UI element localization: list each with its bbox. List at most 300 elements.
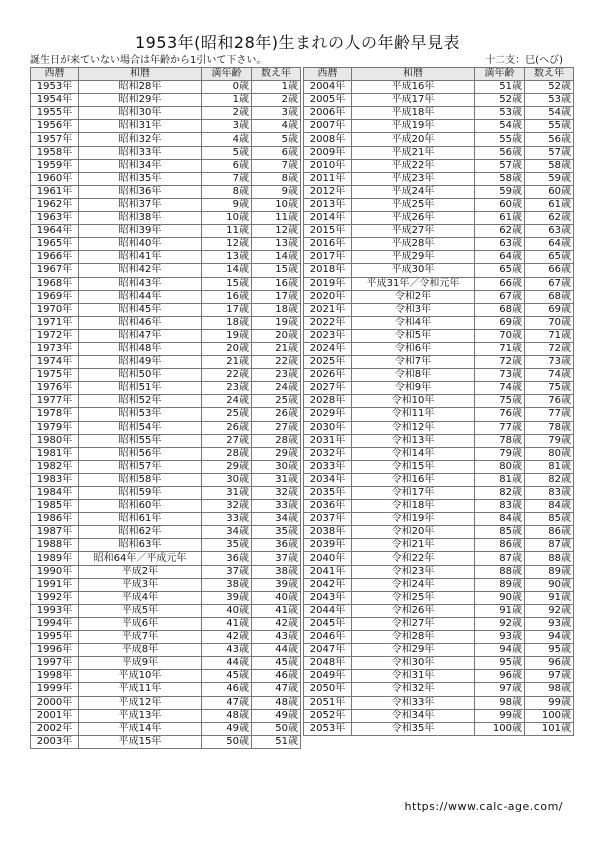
table-row bbox=[304, 526, 574, 539]
cell-western-year: 2032年 bbox=[304, 447, 352, 460]
cell-traditional-age: 54歳 bbox=[525, 107, 574, 120]
cell-western-year: 2003年 bbox=[31, 735, 79, 748]
cell-full-age: 23歳 bbox=[202, 382, 252, 395]
cell-japanese-era: 平成7年 bbox=[79, 631, 202, 644]
cell-western-year: 1968年 bbox=[31, 277, 79, 290]
cell-full-age: 96歳 bbox=[475, 670, 525, 683]
cell-japanese-era: 昭和43年 bbox=[79, 277, 202, 290]
cell-western-year: 1991年 bbox=[31, 578, 79, 591]
cell-traditional-age: 17歳 bbox=[252, 290, 301, 303]
table-row bbox=[31, 500, 301, 513]
cell-full-age: 100歳 bbox=[475, 722, 525, 735]
table-body-right bbox=[304, 81, 574, 736]
cell-full-age: 60歳 bbox=[475, 198, 525, 211]
cell-western-year: 2001年 bbox=[31, 709, 79, 722]
cell-traditional-age: 43歳 bbox=[252, 631, 301, 644]
cell-full-age: 75歳 bbox=[475, 395, 525, 408]
cell-traditional-age: 21歳 bbox=[252, 342, 301, 355]
cell-japanese-era: 令和32年 bbox=[352, 683, 475, 696]
cell-traditional-age: 60歳 bbox=[525, 185, 574, 198]
cell-western-year: 2018年 bbox=[304, 264, 352, 277]
cell-traditional-age: 16歳 bbox=[252, 277, 301, 290]
cell-japanese-era: 令和34年 bbox=[352, 709, 475, 722]
cell-western-year: 2041年 bbox=[304, 565, 352, 578]
cell-japanese-era: 昭和33年 bbox=[79, 146, 202, 159]
cell-traditional-age: 46歳 bbox=[252, 670, 301, 683]
cell-japanese-era: 昭和52年 bbox=[79, 395, 202, 408]
cell-traditional-age: 48歳 bbox=[252, 696, 301, 709]
cell-japanese-era: 昭和64年／平成元年 bbox=[79, 552, 202, 565]
cell-traditional-age: 92歳 bbox=[525, 604, 574, 617]
cell-traditional-age: 67歳 bbox=[525, 277, 574, 290]
cell-western-year: 2052年 bbox=[304, 709, 352, 722]
cell-traditional-age: 11歳 bbox=[252, 212, 301, 225]
table-row bbox=[304, 539, 574, 552]
table-row bbox=[31, 159, 301, 172]
cell-full-age: 55歳 bbox=[475, 133, 525, 146]
cell-traditional-age: 64歳 bbox=[525, 238, 574, 251]
cell-western-year: 1980年 bbox=[31, 434, 79, 447]
cell-japanese-era: 令和29年 bbox=[352, 644, 475, 657]
cell-traditional-age: 86歳 bbox=[525, 526, 574, 539]
cell-japanese-era: 令和21年 bbox=[352, 539, 475, 552]
cell-traditional-age: 50歳 bbox=[252, 722, 301, 735]
table-row bbox=[304, 369, 574, 382]
table-row bbox=[31, 329, 301, 342]
header-full-age: 満年齢 bbox=[475, 68, 525, 81]
cell-western-year: 2042年 bbox=[304, 578, 352, 591]
table-row bbox=[31, 670, 301, 683]
cell-western-year: 1962年 bbox=[31, 198, 79, 211]
age-table-right bbox=[303, 67, 574, 736]
table-row bbox=[304, 251, 574, 264]
cell-western-year: 2011年 bbox=[304, 172, 352, 185]
cell-full-age: 65歳 bbox=[475, 264, 525, 277]
cell-full-age: 17歳 bbox=[202, 303, 252, 316]
table-row bbox=[31, 303, 301, 316]
cell-full-age: 15歳 bbox=[202, 277, 252, 290]
cell-western-year: 2013年 bbox=[304, 198, 352, 211]
table-row bbox=[31, 382, 301, 395]
table-row bbox=[304, 107, 574, 120]
cell-japanese-era: 昭和54年 bbox=[79, 421, 202, 434]
cell-traditional-age: 15歳 bbox=[252, 264, 301, 277]
cell-traditional-age: 47歳 bbox=[252, 683, 301, 696]
table-row bbox=[31, 172, 301, 185]
cell-western-year: 2009年 bbox=[304, 146, 352, 159]
cell-japanese-era: 昭和61年 bbox=[79, 513, 202, 526]
cell-full-age: 59歳 bbox=[475, 185, 525, 198]
cell-traditional-age: 51歳 bbox=[252, 735, 301, 748]
cell-traditional-age: 101歳 bbox=[525, 722, 574, 735]
cell-japanese-era: 平成3年 bbox=[79, 578, 202, 591]
cell-western-year: 2028年 bbox=[304, 395, 352, 408]
cell-full-age: 37歳 bbox=[202, 565, 252, 578]
cell-traditional-age: 28歳 bbox=[252, 434, 301, 447]
cell-full-age: 53歳 bbox=[475, 107, 525, 120]
cell-western-year: 2019年 bbox=[304, 277, 352, 290]
cell-full-age: 0歳 bbox=[202, 81, 252, 94]
cell-japanese-era: 平成31年／令和元年 bbox=[352, 277, 475, 290]
cell-japanese-era: 昭和32年 bbox=[79, 133, 202, 146]
cell-traditional-age: 42歳 bbox=[252, 617, 301, 630]
cell-western-year: 1994年 bbox=[31, 617, 79, 630]
cell-western-year: 1975年 bbox=[31, 369, 79, 382]
table-row bbox=[31, 473, 301, 486]
cell-western-year: 2023年 bbox=[304, 329, 352, 342]
zodiac-label: 十二支：巳(へび) bbox=[485, 55, 563, 66]
cell-full-age: 24歳 bbox=[202, 395, 252, 408]
cell-japanese-era: 令和8年 bbox=[352, 369, 475, 382]
table-row bbox=[31, 107, 301, 120]
cell-full-age: 22歳 bbox=[202, 369, 252, 382]
table-row bbox=[304, 696, 574, 709]
cell-western-year: 2017年 bbox=[304, 251, 352, 264]
cell-traditional-age: 24歳 bbox=[252, 382, 301, 395]
table-row bbox=[304, 408, 574, 421]
cell-traditional-age: 83歳 bbox=[525, 487, 574, 500]
table-row bbox=[31, 552, 301, 565]
cell-japanese-era: 平成24年 bbox=[352, 185, 475, 198]
cell-western-year: 2051年 bbox=[304, 696, 352, 709]
cell-western-year: 1986年 bbox=[31, 513, 79, 526]
cell-traditional-age: 71歳 bbox=[525, 329, 574, 342]
cell-japanese-era: 平成19年 bbox=[352, 120, 475, 133]
cell-traditional-age: 79歳 bbox=[525, 434, 574, 447]
cell-japanese-era: 令和6年 bbox=[352, 342, 475, 355]
cell-japanese-era: 昭和56年 bbox=[79, 447, 202, 460]
cell-traditional-age: 38歳 bbox=[252, 565, 301, 578]
cell-japanese-era: 平成15年 bbox=[79, 735, 202, 748]
table-row bbox=[304, 421, 574, 434]
cell-japanese-era: 昭和45年 bbox=[79, 303, 202, 316]
cell-traditional-age: 91歳 bbox=[525, 591, 574, 604]
table-row bbox=[304, 683, 574, 696]
cell-full-age: 82歳 bbox=[475, 487, 525, 500]
cell-japanese-era: 昭和51年 bbox=[79, 382, 202, 395]
table-row bbox=[31, 604, 301, 617]
cell-traditional-age: 99歳 bbox=[525, 696, 574, 709]
table-row bbox=[304, 447, 574, 460]
cell-japanese-era: 平成17年 bbox=[352, 94, 475, 107]
cell-full-age: 16歳 bbox=[202, 290, 252, 303]
cell-japanese-era: 平成11年 bbox=[79, 683, 202, 696]
cell-full-age: 3歳 bbox=[202, 120, 252, 133]
header-western-year: 西暦 bbox=[304, 68, 352, 81]
cell-traditional-age: 5歳 bbox=[252, 133, 301, 146]
table-row bbox=[31, 487, 301, 500]
cell-full-age: 58歳 bbox=[475, 172, 525, 185]
table-row bbox=[304, 434, 574, 447]
table-row bbox=[31, 81, 301, 94]
cell-full-age: 51歳 bbox=[475, 81, 525, 94]
cell-western-year: 2038年 bbox=[304, 526, 352, 539]
cell-traditional-age: 56歳 bbox=[525, 133, 574, 146]
cell-western-year: 2036年 bbox=[304, 500, 352, 513]
table-row bbox=[31, 578, 301, 591]
cell-full-age: 61歳 bbox=[475, 212, 525, 225]
cell-traditional-age: 29歳 bbox=[252, 447, 301, 460]
cell-full-age: 57歳 bbox=[475, 159, 525, 172]
table-row bbox=[304, 578, 574, 591]
cell-traditional-age: 18歳 bbox=[252, 303, 301, 316]
cell-japanese-era: 令和30年 bbox=[352, 657, 475, 670]
cell-western-year: 1985年 bbox=[31, 500, 79, 513]
cell-japanese-era: 平成25年 bbox=[352, 198, 475, 211]
table-row bbox=[304, 709, 574, 722]
cell-japanese-era: 令和23年 bbox=[352, 565, 475, 578]
cell-traditional-age: 62歳 bbox=[525, 212, 574, 225]
cell-full-age: 20歳 bbox=[202, 342, 252, 355]
cell-traditional-age: 3歳 bbox=[252, 107, 301, 120]
cell-western-year: 2053年 bbox=[304, 722, 352, 735]
cell-western-year: 1978年 bbox=[31, 408, 79, 421]
table-row bbox=[304, 238, 574, 251]
table-row bbox=[31, 722, 301, 735]
table-row bbox=[31, 644, 301, 657]
table-row bbox=[31, 264, 301, 277]
cell-western-year: 1977年 bbox=[31, 395, 79, 408]
cell-western-year: 2033年 bbox=[304, 460, 352, 473]
table-row bbox=[304, 146, 574, 159]
cell-full-age: 83歳 bbox=[475, 500, 525, 513]
cell-full-age: 91歳 bbox=[475, 604, 525, 617]
cell-traditional-age: 88歳 bbox=[525, 552, 574, 565]
cell-western-year: 2020年 bbox=[304, 290, 352, 303]
cell-japanese-era: 平成6年 bbox=[79, 617, 202, 630]
cell-traditional-age: 84歳 bbox=[525, 500, 574, 513]
cell-full-age: 11歳 bbox=[202, 225, 252, 238]
cell-japanese-era: 昭和41年 bbox=[79, 251, 202, 264]
cell-japanese-era: 昭和34年 bbox=[79, 159, 202, 172]
cell-traditional-age: 8歳 bbox=[252, 172, 301, 185]
cell-full-age: 93歳 bbox=[475, 631, 525, 644]
cell-full-age: 88歳 bbox=[475, 565, 525, 578]
cell-western-year: 2015年 bbox=[304, 225, 352, 238]
cell-western-year: 2040年 bbox=[304, 552, 352, 565]
cell-western-year: 1987年 bbox=[31, 526, 79, 539]
table-row bbox=[31, 290, 301, 303]
cell-traditional-age: 14歳 bbox=[252, 251, 301, 264]
cell-traditional-age: 10歳 bbox=[252, 198, 301, 211]
cell-traditional-age: 72歳 bbox=[525, 342, 574, 355]
cell-full-age: 69歳 bbox=[475, 316, 525, 329]
cell-full-age: 41歳 bbox=[202, 617, 252, 630]
cell-traditional-age: 49歳 bbox=[252, 709, 301, 722]
cell-traditional-age: 97歳 bbox=[525, 670, 574, 683]
cell-western-year: 1992年 bbox=[31, 591, 79, 604]
cell-full-age: 81歳 bbox=[475, 473, 525, 486]
table-row bbox=[31, 696, 301, 709]
cell-full-age: 95歳 bbox=[475, 657, 525, 670]
cell-western-year: 1956年 bbox=[31, 120, 79, 133]
table-row bbox=[31, 185, 301, 198]
cell-western-year: 2046年 bbox=[304, 631, 352, 644]
cell-japanese-era: 昭和40年 bbox=[79, 238, 202, 251]
cell-full-age: 27歳 bbox=[202, 434, 252, 447]
cell-full-age: 66歳 bbox=[475, 277, 525, 290]
cell-western-year: 1960年 bbox=[31, 172, 79, 185]
cell-western-year: 2037年 bbox=[304, 513, 352, 526]
cell-full-age: 67歳 bbox=[475, 290, 525, 303]
cell-traditional-age: 33歳 bbox=[252, 500, 301, 513]
cell-full-age: 64歳 bbox=[475, 251, 525, 264]
cell-full-age: 6歳 bbox=[202, 159, 252, 172]
cell-western-year: 2006年 bbox=[304, 107, 352, 120]
cell-western-year: 1967年 bbox=[31, 264, 79, 277]
cell-japanese-era: 昭和38年 bbox=[79, 212, 202, 225]
cell-japanese-era: 昭和42年 bbox=[79, 264, 202, 277]
cell-western-year: 2000年 bbox=[31, 696, 79, 709]
table-row bbox=[304, 722, 574, 735]
table-row bbox=[31, 395, 301, 408]
cell-japanese-era: 平成8年 bbox=[79, 644, 202, 657]
cell-traditional-age: 22歳 bbox=[252, 356, 301, 369]
cell-western-year: 2016年 bbox=[304, 238, 352, 251]
cell-western-year: 1998年 bbox=[31, 670, 79, 683]
cell-traditional-age: 61歳 bbox=[525, 198, 574, 211]
cell-traditional-age: 20歳 bbox=[252, 329, 301, 342]
table-row bbox=[304, 277, 574, 290]
table-row bbox=[31, 539, 301, 552]
cell-japanese-era: 昭和47年 bbox=[79, 329, 202, 342]
cell-japanese-era: 令和13年 bbox=[352, 434, 475, 447]
table-row bbox=[304, 617, 574, 630]
cell-japanese-era: 平成30年 bbox=[352, 264, 475, 277]
cell-japanese-era: 令和12年 bbox=[352, 421, 475, 434]
cell-western-year: 2012年 bbox=[304, 185, 352, 198]
cell-western-year: 1954年 bbox=[31, 94, 79, 107]
cell-full-age: 30歳 bbox=[202, 473, 252, 486]
table-row bbox=[304, 290, 574, 303]
cell-full-age: 44歳 bbox=[202, 657, 252, 670]
cell-japanese-era: 令和11年 bbox=[352, 408, 475, 421]
cell-full-age: 32歳 bbox=[202, 500, 252, 513]
table-row bbox=[31, 238, 301, 251]
cell-japanese-era: 令和31年 bbox=[352, 670, 475, 683]
cell-japanese-era: 昭和58年 bbox=[79, 473, 202, 486]
cell-traditional-age: 52歳 bbox=[525, 81, 574, 94]
cell-full-age: 97歳 bbox=[475, 683, 525, 696]
cell-traditional-age: 57歳 bbox=[525, 146, 574, 159]
table-row bbox=[31, 316, 301, 329]
table-row bbox=[304, 513, 574, 526]
cell-western-year: 1990年 bbox=[31, 565, 79, 578]
table-row bbox=[31, 565, 301, 578]
table-row bbox=[31, 526, 301, 539]
cell-western-year: 2008年 bbox=[304, 133, 352, 146]
cell-traditional-age: 66歳 bbox=[525, 264, 574, 277]
table-row bbox=[31, 198, 301, 211]
table-row bbox=[304, 565, 574, 578]
cell-traditional-age: 23歳 bbox=[252, 369, 301, 382]
cell-traditional-age: 53歳 bbox=[525, 94, 574, 107]
cell-full-age: 26歳 bbox=[202, 421, 252, 434]
cell-western-year: 2004年 bbox=[304, 81, 352, 94]
cell-traditional-age: 1歳 bbox=[252, 81, 301, 94]
cell-full-age: 49歳 bbox=[202, 722, 252, 735]
cell-japanese-era: 昭和46年 bbox=[79, 316, 202, 329]
cell-japanese-era: 令和18年 bbox=[352, 500, 475, 513]
table-row bbox=[304, 198, 574, 211]
cell-japanese-era: 昭和35年 bbox=[79, 172, 202, 185]
cell-traditional-age: 85歳 bbox=[525, 513, 574, 526]
cell-full-age: 77歳 bbox=[475, 421, 525, 434]
cell-japanese-era: 令和16年 bbox=[352, 473, 475, 486]
cell-western-year: 2030年 bbox=[304, 421, 352, 434]
table-row bbox=[304, 303, 574, 316]
cell-western-year: 1959年 bbox=[31, 159, 79, 172]
cell-western-year: 1979年 bbox=[31, 421, 79, 434]
cell-full-age: 80歳 bbox=[475, 460, 525, 473]
table-row bbox=[31, 212, 301, 225]
cell-full-age: 29歳 bbox=[202, 460, 252, 473]
cell-western-year: 1970年 bbox=[31, 303, 79, 316]
cell-japanese-era: 令和28年 bbox=[352, 631, 475, 644]
cell-full-age: 39歳 bbox=[202, 591, 252, 604]
table-row bbox=[304, 670, 574, 683]
cell-western-year: 1964年 bbox=[31, 225, 79, 238]
header-japanese-era: 和暦 bbox=[79, 68, 202, 81]
cell-full-age: 63歳 bbox=[475, 238, 525, 251]
table-row bbox=[31, 447, 301, 460]
cell-traditional-age: 30歳 bbox=[252, 460, 301, 473]
cell-western-year: 2014年 bbox=[304, 212, 352, 225]
table-row bbox=[304, 631, 574, 644]
cell-full-age: 87歳 bbox=[475, 552, 525, 565]
cell-traditional-age: 6歳 bbox=[252, 146, 301, 159]
table-row bbox=[31, 94, 301, 107]
cell-japanese-era: 昭和59年 bbox=[79, 487, 202, 500]
table-row bbox=[304, 644, 574, 657]
cell-full-age: 31歳 bbox=[202, 487, 252, 500]
cell-western-year: 2045年 bbox=[304, 617, 352, 630]
cell-western-year: 1972年 bbox=[31, 329, 79, 342]
header-traditional-age: 数え年 bbox=[525, 68, 574, 81]
cell-traditional-age: 93歳 bbox=[525, 617, 574, 630]
cell-full-age: 42歳 bbox=[202, 631, 252, 644]
cell-japanese-era: 令和33年 bbox=[352, 696, 475, 709]
cell-full-age: 14歳 bbox=[202, 264, 252, 277]
cell-western-year: 2007年 bbox=[304, 120, 352, 133]
cell-western-year: 2025年 bbox=[304, 356, 352, 369]
cell-full-age: 35歳 bbox=[202, 539, 252, 552]
cell-traditional-age: 74歳 bbox=[525, 369, 574, 382]
cell-japanese-era: 令和17年 bbox=[352, 487, 475, 500]
table-row bbox=[304, 212, 574, 225]
cell-traditional-age: 73歳 bbox=[525, 356, 574, 369]
cell-traditional-age: 31歳 bbox=[252, 473, 301, 486]
cell-traditional-age: 94歳 bbox=[525, 631, 574, 644]
cell-japanese-era: 平成14年 bbox=[79, 722, 202, 735]
cell-full-age: 7歳 bbox=[202, 172, 252, 185]
cell-traditional-age: 68歳 bbox=[525, 290, 574, 303]
cell-japanese-era: 令和22年 bbox=[352, 552, 475, 565]
cell-full-age: 78歳 bbox=[475, 434, 525, 447]
table-row bbox=[304, 329, 574, 342]
table-row bbox=[304, 382, 574, 395]
cell-western-year: 1976年 bbox=[31, 382, 79, 395]
cell-full-age: 25歳 bbox=[202, 408, 252, 421]
table-row bbox=[304, 172, 574, 185]
table-row bbox=[31, 709, 301, 722]
cell-full-age: 89歳 bbox=[475, 578, 525, 591]
cell-western-year: 2022年 bbox=[304, 316, 352, 329]
cell-western-year: 1957年 bbox=[31, 133, 79, 146]
table-row bbox=[31, 277, 301, 290]
cell-western-year: 2034年 bbox=[304, 473, 352, 486]
cell-japanese-era: 平成10年 bbox=[79, 670, 202, 683]
